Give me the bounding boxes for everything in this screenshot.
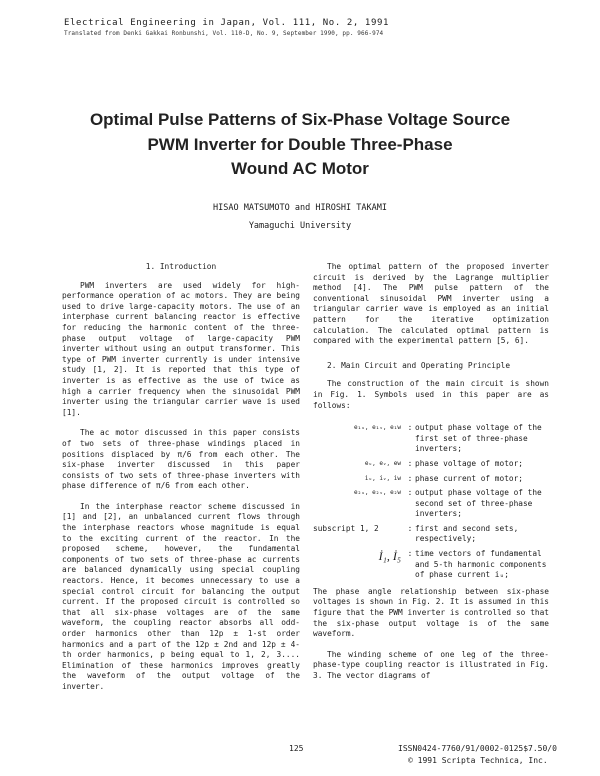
- paragraph: In the interphase reactor scheme discussed in [1] and [2], an unbalanced current flows through the interphase reactors whose magnitude is equal to the exciting current of the reactor. In the proposed scheme, however, the fundamental components of two sets of three-phase ac currents are balanced dynamically using special coupling reactors. Hence, it becomes unnecessary to use a special control circuit for balancing the output current. If the proposed circuit is controlled so that all six-phase voltages are of the same waveform, the coupling reactor absorbs all odd-order harmonics other than 12p ± 1-st order harmonics and a part of the 12p ± 2nd and 12p ± 4-th order harmonics, p being equal to 1, 2, 3.... Elimination of these harmonics improves greatly the waveform of the output voltage of the inverter.: [62, 501, 300, 691]
- symbol-separator: :: [407, 458, 413, 468]
- title-line-2: PWM Inverter for Double Three-Phase: [147, 134, 453, 154]
- symbol-row: [313, 459, 549, 470]
- paragraph: The construction of the main circuit is shown in Fig. 1. Symbols used in this paper are as follows:: [313, 379, 549, 410]
- symbol-row: [313, 549, 549, 581]
- translation-source: Translated from Denki Gakkai Ronbunshi, Vol. 110-D, No. 9, September 1990, pp. 966-974: [64, 30, 384, 37]
- symbol-description: first and second sets, respectively;: [415, 523, 519, 544]
- symbol-separator: :: [407, 523, 413, 533]
- authors: HISAO MATSUMOTO and HIROSHI TAKAMI: [213, 203, 387, 213]
- paragraph: The ac motor discussed in this paper consists of two sets of three-phase windings placed in positions displaced by π/6 from each other. The six-phase inverter discussed in this paper consists of two sets of three-phase inverters with phase difference of π/6 from each other.: [62, 428, 300, 491]
- symbol-description: output phase voltage of the second set of three-phase inverters;: [415, 488, 542, 519]
- symbol: iᵤ, iᵥ, iw: [364, 474, 401, 482]
- symbol: e₂ᵤ, e₂ᵥ, e₂w: [354, 489, 401, 497]
- symbol-separator: :: [407, 488, 413, 498]
- symbol-description: time vectors of fundamental and 5-th harmonic components of phase current iᵤ;: [415, 549, 547, 580]
- symbol-row: [313, 474, 549, 485]
- symbol: e₁ᵤ, e₁ᵥ, e₁w: [354, 424, 401, 432]
- right-column: [313, 262, 549, 692]
- page-number: 125: [289, 744, 304, 753]
- symbol: subscript 1, 2: [313, 523, 379, 533]
- symbol-row: [313, 524, 549, 545]
- symbol-list: [313, 423, 549, 581]
- paragraph: The optimal pattern of the proposed inverter circuit is derived by the Lagrange multiplier method [4]. The PWM pulse pattern of the conventional sinusoidal PWM inverter using a triangular carrier wave is employed as an initial pattern for the iterative optimization calculation. The calculated optimal pattern is compared with the experimental pattern [5, 6].: [313, 262, 549, 346]
- symbol-description: phase current of motor;: [415, 473, 523, 483]
- paragraph: The winding scheme of one leg of the three-phase-type coupling reactor is illustrated in Fig. 3. The vector diagrams of: [313, 649, 549, 680]
- affiliation: Yamaguchi University: [248, 221, 352, 231]
- paragraph: The phase angle relationship between six-phase voltages is shown in Fig. 2. It is assumed in this figure that the PWM inverter is controlled so that the six-phase output voltage is of the same waveform.: [313, 586, 549, 639]
- copyright-notice: © 1991 Scripta Technica, Inc.: [408, 756, 548, 765]
- left-column: [62, 262, 300, 703]
- journal-citation: Electrical Engineering in Japan, Vol. 111, No. 2, 1991: [64, 18, 389, 28]
- paper-title: [0, 108, 600, 182]
- title-line-3: Wound AC Motor: [231, 159, 369, 178]
- section-heading-main-circuit: 2. Main Circuit and Operating Principle: [327, 360, 511, 370]
- symbol: eᵤ, eᵥ, ew: [364, 459, 401, 467]
- symbol-description: phase voltage of motor;: [415, 458, 523, 468]
- section-heading-introduction: 1. Introduction: [145, 262, 217, 271]
- paragraph: PWM inverters are used widely for high-performance operation of ac motors. They are being used to drive large-capacity motors. The use of an interphase current balancing reactor is effective for reducing the harmonic content of the three-phase output voltage of large-capacity PWM inverter without using an output transformer. This type of PWM inverter currently is under intensive study [1, 2]. It is reported that this type of inverter is as effective as the use of twice as high a carrier frequency when the sinusoidal PWM inverter using the triangular carrier wave is used [1].: [62, 280, 300, 417]
- symbol-row: [313, 423, 549, 455]
- symbol-separator: :: [407, 473, 413, 483]
- symbol-description: output phase voltage of the first set of three-phase inverters;: [415, 423, 542, 454]
- symbol-row: [313, 488, 549, 520]
- issn-code: ISSN0424-7760/91/0002-0125$7.50/0: [398, 744, 557, 753]
- title-line-1: Optimal Pulse Patterns of Six-Phase Voltage Source: [89, 110, 511, 129]
- symbol: İ₁, İ₅: [378, 549, 401, 564]
- symbol-separator: :: [407, 549, 413, 559]
- symbol-separator: :: [407, 423, 413, 433]
